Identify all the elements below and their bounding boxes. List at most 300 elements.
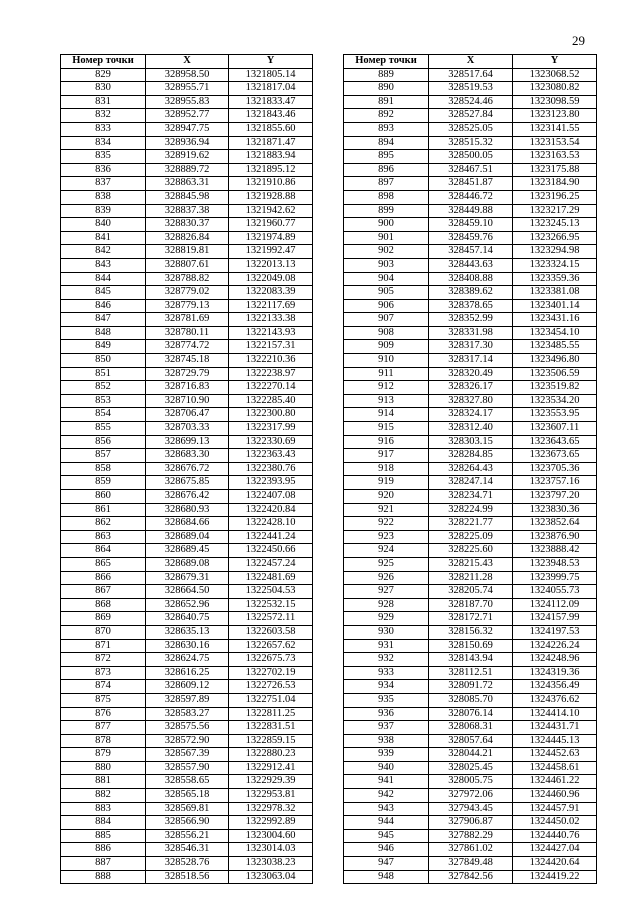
x-coordinate-cell: 328525.05 — [429, 122, 513, 136]
x-coordinate-cell: 328317.30 — [429, 340, 513, 354]
x-coordinate-cell: 328091.72 — [429, 680, 513, 694]
table-row — [61, 816, 313, 830]
table-row — [344, 286, 597, 300]
y-coordinate-cell: 1322811.25 — [229, 707, 313, 721]
x-coordinate-cell: 328352.99 — [429, 313, 513, 327]
y-coordinate-cell: 1323757.16 — [513, 476, 597, 490]
point-number-cell: 896 — [344, 163, 429, 177]
x-coordinate-cell: 328676.42 — [146, 490, 229, 504]
x-coordinate-cell: 328616.25 — [146, 666, 229, 680]
x-coordinate-cell: 328565.18 — [146, 789, 229, 803]
table-row — [344, 585, 597, 599]
y-coordinate-cell: 1322912.41 — [229, 761, 313, 775]
y-coordinate-cell: 1322702.19 — [229, 666, 313, 680]
point-number-cell: 932 — [344, 653, 429, 667]
y-coordinate-cell: 1321805.14 — [229, 68, 313, 82]
x-coordinate-cell: 328312.40 — [429, 422, 513, 436]
x-coordinate-cell: 328597.89 — [146, 693, 229, 707]
point-number-cell: 883 — [61, 802, 146, 816]
y-coordinate-cell: 1324458.61 — [513, 761, 597, 775]
point-number-cell: 920 — [344, 490, 429, 504]
header-y: Y — [513, 55, 597, 69]
y-coordinate-cell: 1323999.75 — [513, 571, 597, 585]
y-coordinate-cell: 1324319.36 — [513, 666, 597, 680]
table-row — [61, 82, 313, 96]
table-row — [61, 734, 313, 748]
table-header-row — [61, 55, 313, 69]
y-coordinate-cell: 1323431.16 — [513, 313, 597, 327]
point-number-cell: 859 — [61, 476, 146, 490]
x-coordinate-cell: 328320.49 — [429, 367, 513, 381]
y-coordinate-cell: 1322330.69 — [229, 435, 313, 449]
point-number-cell: 892 — [344, 109, 429, 123]
table-row — [61, 490, 313, 504]
point-number-cell: 922 — [344, 517, 429, 531]
point-number-cell: 875 — [61, 693, 146, 707]
y-coordinate-cell: 1323830.36 — [513, 503, 597, 517]
point-number-cell: 915 — [344, 422, 429, 436]
y-coordinate-cell: 1322300.80 — [229, 408, 313, 422]
point-number-cell: 871 — [61, 639, 146, 653]
x-coordinate-cell: 328676.72 — [146, 462, 229, 476]
table-row — [344, 476, 597, 490]
point-number-cell: 945 — [344, 829, 429, 843]
y-coordinate-cell: 1324461.22 — [513, 775, 597, 789]
table-row — [61, 789, 313, 803]
y-coordinate-cell: 1322133.38 — [229, 313, 313, 327]
y-coordinate-cell: 1322953.81 — [229, 789, 313, 803]
y-coordinate-cell: 1323123.80 — [513, 109, 597, 123]
table-row — [344, 829, 597, 843]
table-row — [344, 190, 597, 204]
table-row — [61, 625, 313, 639]
header-point-number: Номер точки — [61, 55, 146, 69]
y-coordinate-cell: 1324112.09 — [513, 598, 597, 612]
y-coordinate-cell: 1323534.20 — [513, 394, 597, 408]
table-row — [344, 177, 597, 191]
point-number-cell: 917 — [344, 449, 429, 463]
table-row — [344, 163, 597, 177]
point-number-cell: 835 — [61, 150, 146, 164]
table-row — [344, 422, 597, 436]
y-coordinate-cell: 1323401.14 — [513, 299, 597, 313]
x-coordinate-cell: 328247.14 — [429, 476, 513, 490]
table-row — [344, 870, 597, 884]
point-number-cell: 832 — [61, 109, 146, 123]
y-coordinate-cell: 1322657.62 — [229, 639, 313, 653]
point-number-cell: 829 — [61, 68, 146, 82]
point-number-cell: 891 — [344, 95, 429, 109]
table-row — [61, 122, 313, 136]
x-coordinate-cell: 328572.90 — [146, 734, 229, 748]
y-coordinate-cell: 1324420.64 — [513, 857, 597, 871]
x-coordinate-cell: 328517.64 — [429, 68, 513, 82]
point-number-cell: 876 — [61, 707, 146, 721]
y-coordinate-cell: 1323381.08 — [513, 286, 597, 300]
table-row — [61, 95, 313, 109]
y-coordinate-cell: 1321992.47 — [229, 245, 313, 259]
x-coordinate-cell: 328317.14 — [429, 354, 513, 368]
point-number-cell: 928 — [344, 598, 429, 612]
x-coordinate-cell: 328324.17 — [429, 408, 513, 422]
point-number-cell: 841 — [61, 231, 146, 245]
point-number-cell: 888 — [61, 870, 146, 884]
coordinates-table-left — [60, 54, 313, 884]
point-number-cell: 887 — [61, 857, 146, 871]
table-row — [344, 68, 597, 82]
x-coordinate-cell: 328459.76 — [429, 231, 513, 245]
y-coordinate-cell: 1322317.99 — [229, 422, 313, 436]
x-coordinate-cell: 328112.51 — [429, 666, 513, 680]
y-coordinate-cell: 1323643.65 — [513, 435, 597, 449]
y-coordinate-cell: 1322210.36 — [229, 354, 313, 368]
y-coordinate-cell: 1323852.64 — [513, 517, 597, 531]
point-number-cell: 936 — [344, 707, 429, 721]
point-number-cell: 854 — [61, 408, 146, 422]
x-coordinate-cell: 328172.71 — [429, 612, 513, 626]
x-coordinate-cell: 328819.81 — [146, 245, 229, 259]
point-number-cell: 934 — [344, 680, 429, 694]
x-coordinate-cell: 328583.27 — [146, 707, 229, 721]
y-coordinate-cell: 1324440.76 — [513, 829, 597, 843]
x-coordinate-cell: 328457.14 — [429, 245, 513, 259]
table-row — [344, 95, 597, 109]
header-x: X — [146, 55, 229, 69]
table-row — [61, 707, 313, 721]
y-coordinate-cell: 1323063.04 — [229, 870, 313, 884]
x-coordinate-cell: 328781.69 — [146, 313, 229, 327]
x-coordinate-cell: 328664.50 — [146, 585, 229, 599]
point-number-cell: 927 — [344, 585, 429, 599]
x-coordinate-cell: 328143.94 — [429, 653, 513, 667]
x-coordinate-cell: 328303.15 — [429, 435, 513, 449]
table-row — [344, 272, 597, 286]
y-coordinate-cell: 1323068.52 — [513, 68, 597, 82]
point-number-cell: 935 — [344, 693, 429, 707]
table-row — [344, 354, 597, 368]
x-coordinate-cell: 328446.72 — [429, 190, 513, 204]
x-coordinate-cell: 327972.06 — [429, 789, 513, 803]
table-row — [344, 299, 597, 313]
y-coordinate-cell: 1323294.98 — [513, 245, 597, 259]
y-coordinate-cell: 1322726.53 — [229, 680, 313, 694]
table-row — [61, 585, 313, 599]
point-number-cell: 921 — [344, 503, 429, 517]
point-number-cell: 849 — [61, 340, 146, 354]
point-number-cell: 848 — [61, 326, 146, 340]
point-number-cell: 926 — [344, 571, 429, 585]
x-coordinate-cell: 328780.11 — [146, 326, 229, 340]
table-row — [344, 82, 597, 96]
point-number-cell: 898 — [344, 190, 429, 204]
y-coordinate-cell: 1322393.95 — [229, 476, 313, 490]
point-number-cell: 868 — [61, 598, 146, 612]
table-row — [61, 258, 313, 272]
y-coordinate-cell: 1321817.04 — [229, 82, 313, 96]
point-number-cell: 908 — [344, 326, 429, 340]
table-row — [61, 163, 313, 177]
point-number-cell: 840 — [61, 218, 146, 232]
table-row — [61, 177, 313, 191]
y-coordinate-cell: 1322363.43 — [229, 449, 313, 463]
x-coordinate-cell: 328958.50 — [146, 68, 229, 82]
table-row — [344, 544, 597, 558]
y-coordinate-cell: 1321942.62 — [229, 204, 313, 218]
y-coordinate-cell: 1323038.23 — [229, 857, 313, 871]
x-coordinate-cell: 328076.14 — [429, 707, 513, 721]
point-number-cell: 911 — [344, 367, 429, 381]
table-row — [61, 408, 313, 422]
y-coordinate-cell: 1322504.53 — [229, 585, 313, 599]
table-row — [344, 136, 597, 150]
y-coordinate-cell: 1323266.95 — [513, 231, 597, 245]
point-number-cell: 942 — [344, 789, 429, 803]
x-coordinate-cell: 328837.38 — [146, 204, 229, 218]
point-number-cell: 844 — [61, 272, 146, 286]
x-coordinate-cell: 328556.21 — [146, 829, 229, 843]
y-coordinate-cell: 1323797.20 — [513, 490, 597, 504]
y-coordinate-cell: 1324157.99 — [513, 612, 597, 626]
point-number-cell: 904 — [344, 272, 429, 286]
y-coordinate-cell: 1322978.32 — [229, 802, 313, 816]
table-row — [61, 313, 313, 327]
table-row — [61, 286, 313, 300]
x-coordinate-cell: 328710.90 — [146, 394, 229, 408]
table-row — [61, 666, 313, 680]
y-coordinate-cell: 1322929.39 — [229, 775, 313, 789]
x-coordinate-cell: 328225.09 — [429, 530, 513, 544]
y-coordinate-cell: 1324450.02 — [513, 816, 597, 830]
table-row — [61, 530, 313, 544]
x-coordinate-cell: 328699.13 — [146, 435, 229, 449]
table-row — [61, 761, 313, 775]
table-row — [61, 503, 313, 517]
x-coordinate-cell: 328640.75 — [146, 612, 229, 626]
x-coordinate-cell: 328225.60 — [429, 544, 513, 558]
x-coordinate-cell: 328515.32 — [429, 136, 513, 150]
table-row — [344, 231, 597, 245]
y-coordinate-cell: 1323607.11 — [513, 422, 597, 436]
point-number-cell: 837 — [61, 177, 146, 191]
x-coordinate-cell: 328952.77 — [146, 109, 229, 123]
point-number-cell: 872 — [61, 653, 146, 667]
y-coordinate-cell: 1324419.22 — [513, 870, 597, 884]
x-coordinate-cell: 328528.76 — [146, 857, 229, 871]
table-row — [344, 721, 597, 735]
y-coordinate-cell: 1321928.88 — [229, 190, 313, 204]
x-coordinate-cell: 328205.74 — [429, 585, 513, 599]
y-coordinate-cell: 1322117.69 — [229, 299, 313, 313]
point-number-cell: 878 — [61, 734, 146, 748]
point-number-cell: 889 — [344, 68, 429, 82]
y-coordinate-cell: 1323080.82 — [513, 82, 597, 96]
table-row — [61, 571, 313, 585]
x-coordinate-cell: 327849.48 — [429, 857, 513, 871]
table-row — [344, 802, 597, 816]
table-row — [61, 68, 313, 82]
y-coordinate-cell: 1322285.40 — [229, 394, 313, 408]
point-number-cell: 877 — [61, 721, 146, 735]
point-number-cell: 860 — [61, 490, 146, 504]
point-number-cell: 910 — [344, 354, 429, 368]
table-row — [61, 598, 313, 612]
table-row — [61, 394, 313, 408]
table-row — [61, 381, 313, 395]
table-row — [344, 122, 597, 136]
point-number-cell: 913 — [344, 394, 429, 408]
x-coordinate-cell: 328575.56 — [146, 721, 229, 735]
y-coordinate-cell: 1322013.13 — [229, 258, 313, 272]
x-coordinate-cell: 328557.90 — [146, 761, 229, 775]
point-number-cell: 948 — [344, 870, 429, 884]
x-coordinate-cell: 327882.29 — [429, 829, 513, 843]
table-row — [61, 748, 313, 762]
point-number-cell: 858 — [61, 462, 146, 476]
y-coordinate-cell: 1322831.51 — [229, 721, 313, 735]
table-row — [344, 381, 597, 395]
x-coordinate-cell: 328955.83 — [146, 95, 229, 109]
y-coordinate-cell: 1322859.15 — [229, 734, 313, 748]
table-row — [344, 503, 597, 517]
x-coordinate-cell: 328500.05 — [429, 150, 513, 164]
y-coordinate-cell: 1323454.10 — [513, 326, 597, 340]
y-coordinate-cell: 1324376.62 — [513, 693, 597, 707]
x-coordinate-cell: 328467.51 — [429, 163, 513, 177]
x-coordinate-cell: 328327.80 — [429, 394, 513, 408]
table-row — [344, 449, 597, 463]
point-number-cell: 882 — [61, 789, 146, 803]
table-row — [344, 557, 597, 571]
x-coordinate-cell: 328443.63 — [429, 258, 513, 272]
x-coordinate-cell: 328451.87 — [429, 177, 513, 191]
table-row — [61, 517, 313, 531]
table-row — [344, 150, 597, 164]
x-coordinate-cell: 328684.66 — [146, 517, 229, 531]
point-number-cell: 851 — [61, 367, 146, 381]
y-coordinate-cell: 1323098.59 — [513, 95, 597, 109]
point-number-cell: 901 — [344, 231, 429, 245]
y-coordinate-cell: 1322481.69 — [229, 571, 313, 585]
point-number-cell: 906 — [344, 299, 429, 313]
point-number-cell: 937 — [344, 721, 429, 735]
table-row — [61, 775, 313, 789]
y-coordinate-cell: 1322603.58 — [229, 625, 313, 639]
point-number-cell: 930 — [344, 625, 429, 639]
y-coordinate-cell: 1322238.97 — [229, 367, 313, 381]
point-number-cell: 893 — [344, 122, 429, 136]
x-coordinate-cell: 328234.71 — [429, 490, 513, 504]
y-coordinate-cell: 1323553.95 — [513, 408, 597, 422]
y-coordinate-cell: 1321883.94 — [229, 150, 313, 164]
header-point-number: Номер точки — [344, 55, 429, 69]
point-number-cell: 852 — [61, 381, 146, 395]
x-coordinate-cell: 328689.45 — [146, 544, 229, 558]
x-coordinate-cell: 327943.45 — [429, 802, 513, 816]
x-coordinate-cell: 328459.10 — [429, 218, 513, 232]
table-row — [344, 598, 597, 612]
y-coordinate-cell: 1324356.49 — [513, 680, 597, 694]
table-row — [344, 435, 597, 449]
y-coordinate-cell: 1321833.47 — [229, 95, 313, 109]
table-row — [61, 109, 313, 123]
point-number-cell: 830 — [61, 82, 146, 96]
point-number-cell: 943 — [344, 802, 429, 816]
point-number-cell: 836 — [61, 163, 146, 177]
y-coordinate-cell: 1323004.60 — [229, 829, 313, 843]
table-row — [344, 367, 597, 381]
y-coordinate-cell: 1324457.91 — [513, 802, 597, 816]
y-coordinate-cell: 1323163.53 — [513, 150, 597, 164]
point-number-cell: 886 — [61, 843, 146, 857]
x-coordinate-cell: 328774.72 — [146, 340, 229, 354]
x-coordinate-cell: 328807.61 — [146, 258, 229, 272]
y-coordinate-cell: 1322270.14 — [229, 381, 313, 395]
point-number-cell: 924 — [344, 544, 429, 558]
x-coordinate-cell: 328215.43 — [429, 557, 513, 571]
table-row — [61, 272, 313, 286]
table-header-row — [344, 55, 597, 69]
point-number-cell: 865 — [61, 557, 146, 571]
y-coordinate-cell: 1322157.31 — [229, 340, 313, 354]
point-number-cell: 831 — [61, 95, 146, 109]
point-number-cell: 914 — [344, 408, 429, 422]
point-number-cell: 902 — [344, 245, 429, 259]
y-coordinate-cell: 1322532.15 — [229, 598, 313, 612]
y-coordinate-cell: 1321843.46 — [229, 109, 313, 123]
y-coordinate-cell: 1324460.96 — [513, 789, 597, 803]
y-coordinate-cell: 1323184.90 — [513, 177, 597, 191]
point-number-cell: 919 — [344, 476, 429, 490]
y-coordinate-cell: 1323519.82 — [513, 381, 597, 395]
point-number-cell: 903 — [344, 258, 429, 272]
y-coordinate-cell: 1323876.90 — [513, 530, 597, 544]
y-coordinate-cell: 1322751.04 — [229, 693, 313, 707]
y-coordinate-cell: 1322572.11 — [229, 612, 313, 626]
y-coordinate-cell: 1323175.88 — [513, 163, 597, 177]
point-number-cell: 879 — [61, 748, 146, 762]
point-number-cell: 940 — [344, 761, 429, 775]
point-number-cell: 905 — [344, 286, 429, 300]
header-x: X — [429, 55, 513, 69]
x-coordinate-cell: 328675.85 — [146, 476, 229, 490]
x-coordinate-cell: 328680.93 — [146, 503, 229, 517]
y-coordinate-cell: 1322880.23 — [229, 748, 313, 762]
point-number-cell: 895 — [344, 150, 429, 164]
table-row — [344, 408, 597, 422]
point-number-cell: 866 — [61, 571, 146, 585]
table-row — [344, 326, 597, 340]
x-coordinate-cell: 328635.13 — [146, 625, 229, 639]
table-row — [344, 639, 597, 653]
x-coordinate-cell: 328788.82 — [146, 272, 229, 286]
table-row — [61, 721, 313, 735]
x-coordinate-cell: 328221.77 — [429, 517, 513, 531]
y-coordinate-cell: 1323245.13 — [513, 218, 597, 232]
y-coordinate-cell: 1324197.53 — [513, 625, 597, 639]
y-coordinate-cell: 1322083.39 — [229, 286, 313, 300]
table-row — [61, 857, 313, 871]
table-row — [344, 490, 597, 504]
x-coordinate-cell: 328779.02 — [146, 286, 229, 300]
point-number-cell: 944 — [344, 816, 429, 830]
table-row — [61, 231, 313, 245]
table-row — [61, 870, 313, 884]
point-number-cell: 856 — [61, 435, 146, 449]
table-row — [344, 653, 597, 667]
point-number-cell: 842 — [61, 245, 146, 259]
table-row — [61, 435, 313, 449]
y-coordinate-cell: 1324431.71 — [513, 721, 597, 735]
